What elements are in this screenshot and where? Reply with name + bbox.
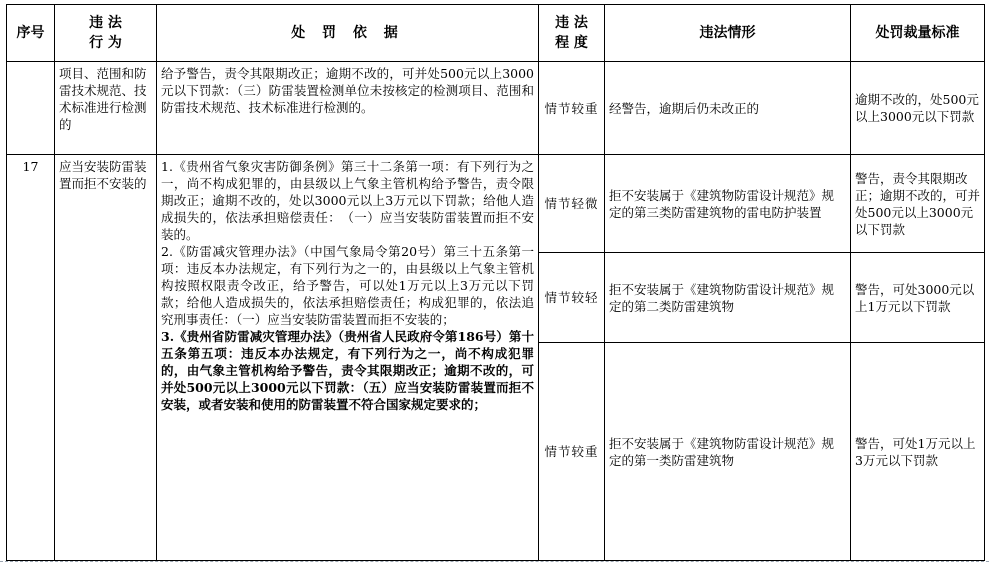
prev-degree-cell: 情节较重 <box>539 62 605 155</box>
level-2-standard: 警告，可处3000元以上1万元以下罚款 <box>851 253 985 343</box>
header-degree-line1: 违 法 <box>555 15 588 31</box>
prev-act-cell: 项目、范围和防雷技术规范、技术标准进行检测的 <box>55 62 157 155</box>
prev-basis-cell: 给予警告，责令其限期改正；逾期不改的，可并处500元以上3000元以下罚款：（三）防雷装置检测单位未按核定的检测项目、范围和防雷技术规范、技术标准进行检测的。 <box>157 62 539 155</box>
table-header-row <box>7 5 985 62</box>
level-1-standard: 警告，责令其限期改正；逾期不改的，可并处500元以上3000元以下罚款 <box>851 155 985 253</box>
prev-standard-cell: 逾期不改的，处500元以上3000元以下罚款 <box>851 62 985 155</box>
level-2-situation: 拒不安装属于《建筑物防雷设计规范》规定的第二类防雷建筑物 <box>605 253 851 343</box>
level-1-situation: 拒不安装属于《建筑物防雷设计规范》规定的第三类防雷建筑物的雷电防护装置 <box>605 155 851 253</box>
level-2-degree: 情节较轻 <box>539 253 605 343</box>
header-act-line1: 违 法 <box>89 15 122 31</box>
level-3-situation: 拒不安装属于《建筑物防雷设计规范》规定的第一类防雷建筑物 <box>605 343 851 561</box>
basis-item-1: 1.《贵州省气象灾害防御条例》第三十二条第一项：有下列行为之一，尚不构成犯罪的，由县级以上气象主管机构给予警告，责令限期改正；逾期不改的，处以3000元以上3万元以下罚款；给他人造成损失的，依法承担赔偿责任： （一）应当安装防雷装置而拒不安装的。 <box>161 159 534 242</box>
level-3-standard: 警告，可处1万元以上3万元以下罚款 <box>851 343 985 561</box>
table-row <box>7 155 985 253</box>
header-act-line2: 行 为 <box>89 35 122 51</box>
header-standard: 处罚裁量标准 <box>851 5 985 62</box>
penalty-table-page <box>6 4 984 562</box>
header-situation: 违法情形 <box>605 5 851 62</box>
basis-item-3: 3.《贵州省防雷减灾管理办法》（贵州省人民政府令第186号）第十五条第五项：违反本办法规定，有下列行为之一，尚不构成犯罪的，由气象主管机构给予警告，责令其限期改正；逾期不改的，可并处500元以上3000元以下罚款：（五）应当安装防雷装置而拒不安装，或者安装和使用的防雷装置不符合国家规定要求的； <box>161 329 534 412</box>
basis-item-2: 2.《防雷减灾管理办法》（中国气象局令第20号）第三十五条第一项：违反本办法规定，有下列行为之一的，由县级以上气象主管机构按照权限责令改正，给予警告，可以处1万元以上3万元以下罚款；给他人造成损失的，依法承担赔偿责任；构成犯罪的，依法追究刑事责任：（一）应当安装防雷装置而拒不安装的； <box>161 244 534 327</box>
row17-act-cell: 应当安装防雷装置而拒不安装的 <box>55 155 157 561</box>
header-degree-line2: 程 度 <box>555 35 588 51</box>
row17-basis-cell <box>157 155 539 561</box>
header-seq: 序号 <box>7 5 55 62</box>
page-bottom-divider <box>0 561 989 562</box>
table-row <box>7 62 985 155</box>
prev-seq-cell <box>7 62 55 155</box>
level-1-degree: 情节轻微 <box>539 155 605 253</box>
row17-seq-cell: 17 <box>7 155 55 561</box>
prev-situation-cell: 经警告，逾期后仍未改正的 <box>605 62 851 155</box>
header-act <box>55 5 157 62</box>
header-degree <box>539 5 605 62</box>
header-basis: 处 罚 依 据 <box>157 5 539 62</box>
level-3-degree: 情节较重 <box>539 343 605 561</box>
penalty-discretion-table <box>6 4 985 561</box>
